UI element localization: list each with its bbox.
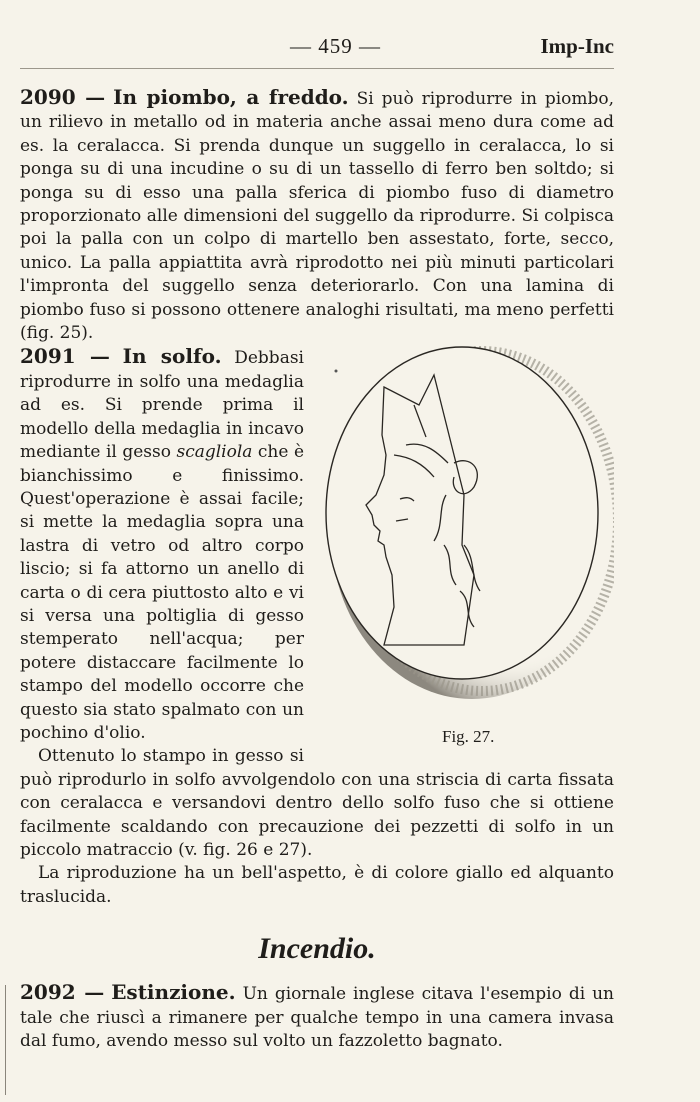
section-body: Un giornale inglese citava l'esempio di un tale che riuscì a rimanere per qualche tempo in una camera invasa dal fumo, avendo messo sul volto un fazzoletto bagnato.: [20, 984, 615, 1052]
chapter-title: Incendio.: [258, 932, 376, 966]
section-heading: In piombo, a freddo.: [113, 85, 349, 109]
paragraph-2091-c: La riproduzione ha un bell'aspetto, è di colore giallo ed alquanto traslucida.: [20, 863, 614, 907]
section-body-italic: scagliola: [176, 442, 253, 463]
paragraph-2090: [20, 86, 614, 345]
page-number: — 459 —: [290, 34, 381, 58]
section-body: Si può riprodurre in piombo, un rilievo in metallo od in materia anche assai meno dura come ad es. la ceralacca. Si prenda dunque un suggello in ceralacca, lo si ponga su di una incudine o su di un tassello di ferro ben soltdo; si ponga su di esso una palla sferica di piombo fuso di diametro proporzionato alle dimensioni del suggello da riprodurre. Si colpisca poi la palla con un colpo di martello ben assestato, forte, secco, unico. La palla appiattita avrà riprodotto nei più minuti particolari l'impronta del suggello senza deteriorarlo. Con una lamina di piombo fuso si possono ottenere analoghi risultati, ma meno perfetti (fig. 25).: [20, 89, 615, 344]
section-heading: Estinzione.: [111, 980, 236, 1005]
medal-illustration: [314, 345, 614, 745]
margin-line: [5, 985, 6, 1095]
running-head: Imp-Inc: [540, 34, 614, 58]
medal-figure: [314, 345, 614, 745]
section-number: 2091 —: [20, 344, 110, 369]
figure-caption: Fig. 27.: [442, 727, 495, 747]
section-number: 2092 —: [20, 980, 105, 1005]
header-rule: [20, 68, 614, 69]
body-text: [20, 86, 614, 1053]
section-body-b: che è bianchissimo e finissimo. Quest'operazione è assai facile; si mette la medaglia sopra una lastra di vetro od altro corpo liscio; si fa attorno un anello di carta o di cera piuttosto alto e vi si versa una poltiglia di gesso stemperato nell'acqua; per potere distaccare facilmente lo stampo del modello occorre che questo sia stato spalmato con un pochino d'olio.: [20, 442, 305, 743]
section-number: 2090 —: [20, 85, 106, 109]
page-header: [20, 34, 614, 64]
section-body-a: Debbasi riprodurre in solfo una medaglia ad es. Si prende prima il modello della medaglia in incavo mediante il gesso: [20, 348, 304, 463]
section-heading: In solfo.: [122, 344, 222, 369]
paragraph-2091-b: Ottenuto lo stampo in gesso si può riprodurlo in solfo avvolgendolo con una striscia di carta fissata con ceralacca e versandovi dentro dello solfo fuso che si ottiene facilmente scaldando con precauzione dei pezzetti di solfo in un piccolo matraccio (v. fig. 26 e 27).: [20, 746, 614, 860]
medal-outline: [326, 347, 598, 679]
paragraph-2092: [20, 981, 614, 1053]
